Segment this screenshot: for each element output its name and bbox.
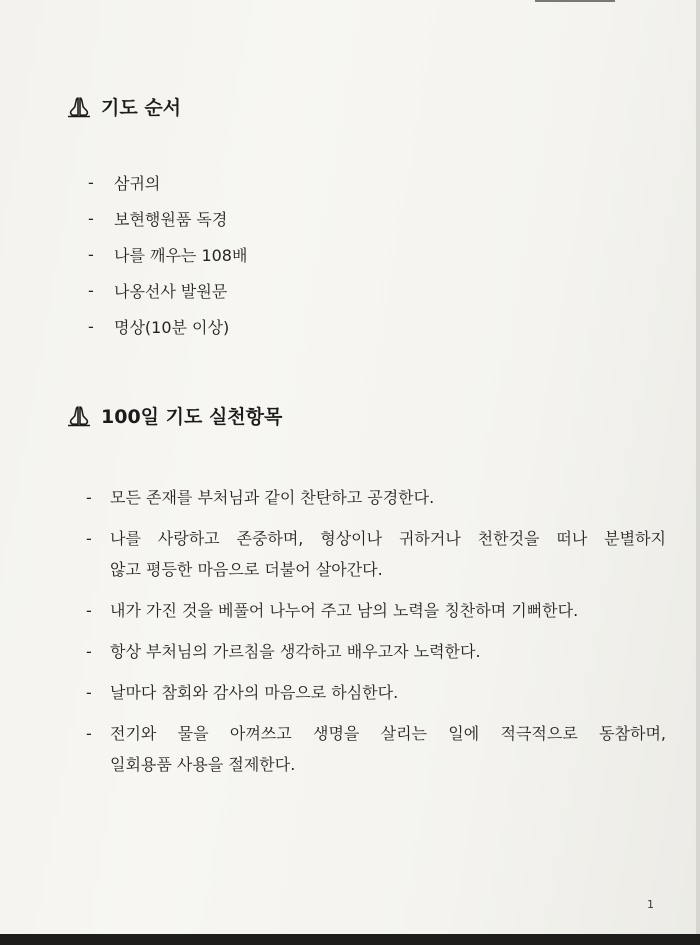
- section-heading-prayer-order: [66, 93, 181, 120]
- list-item: [88, 272, 247, 308]
- bullet-dash: -: [88, 316, 94, 336]
- bullet-dash: -: [88, 208, 94, 228]
- list-item: [86, 523, 666, 585]
- list-item-text: 보현행원품 독경: [114, 209, 228, 229]
- list-item-line: 않고 평등한 마음으로 더불어 살아간다.: [110, 560, 383, 579]
- praying-hands-icon: [66, 405, 92, 427]
- bullet-dash: -: [86, 642, 92, 661]
- list-item: [88, 200, 247, 236]
- list-item-line: 전기와 물을 아껴쓰고 생명을 살리는 일에 적극적으로 동참하며,: [110, 724, 666, 743]
- bullet-dash: -: [86, 683, 92, 702]
- list-item: [88, 308, 247, 344]
- list-item-text: 명상(10분 이상): [114, 317, 230, 337]
- list-item: [86, 636, 666, 667]
- bullet-dash: -: [86, 724, 92, 743]
- bullet-dash: -: [88, 280, 94, 300]
- page-number: 1: [647, 898, 654, 911]
- bullet-dash: -: [86, 488, 92, 507]
- list-item: [86, 595, 666, 626]
- list-item-line: 일회용품 사용을 절제한다.: [110, 755, 296, 774]
- bullet-dash: -: [88, 172, 94, 192]
- list-item: [88, 164, 247, 200]
- bullet-dash: -: [86, 601, 92, 620]
- scan-edge-bottom: [0, 934, 700, 945]
- list-item-text: 나옹선사 발원문: [114, 281, 228, 301]
- list-item-text: [110, 718, 666, 780]
- list-item: [88, 236, 247, 272]
- bullet-dash: -: [86, 529, 92, 548]
- list-item: [86, 718, 666, 780]
- list-item-line: 나를 사랑하고 존중하며, 형상이나 귀하거나 천한것을 떠나 분별하지: [110, 529, 666, 548]
- scan-edge-line: [535, 0, 615, 2]
- list-item-text: 나를 깨우는 108배: [114, 245, 248, 265]
- list-item-text: 삼귀의: [114, 173, 161, 193]
- list-item-text: 항상 부처님의 가르침을 생각하고 배우고자 노력한다.: [110, 642, 481, 661]
- section-title: 기도 순서: [101, 97, 182, 119]
- practice-items-list: [86, 482, 666, 780]
- praying-hands-icon: [66, 96, 92, 118]
- prayer-order-list: [88, 164, 247, 344]
- list-item: [86, 677, 666, 708]
- list-item-text: 내가 가진 것을 베풀어 나누어 주고 남의 노력을 칭찬하며 기뻐한다.: [110, 601, 579, 620]
- list-item-text: [110, 523, 666, 585]
- section-title: 100일 기도 실천항목: [101, 406, 283, 428]
- section-heading-practice-items: [66, 402, 282, 429]
- list-item: [86, 482, 666, 513]
- list-item-text: 모든 존재를 부처님과 같이 찬탄하고 공경한다.: [110, 488, 435, 507]
- list-item-text: 날마다 참회와 감사의 마음으로 하심한다.: [110, 683, 399, 702]
- scan-edge-right: [696, 0, 700, 945]
- bullet-dash: -: [88, 244, 94, 264]
